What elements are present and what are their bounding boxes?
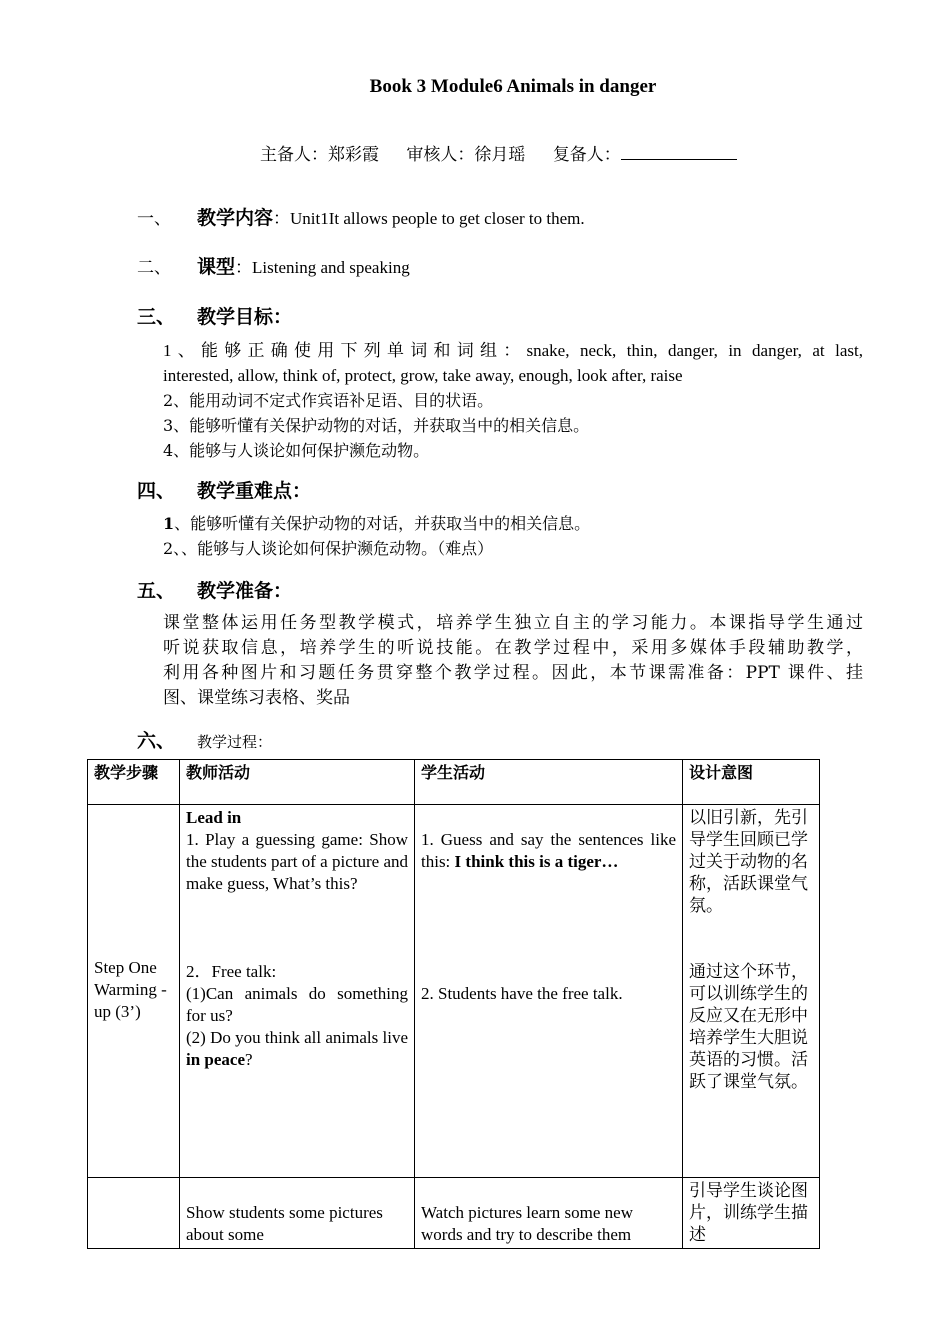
document-title: Book 3 Module6 Animals in danger (369, 76, 657, 97)
section-heading: 教学准备： (197, 580, 293, 602)
preparation-paragraph: 课堂整体运用任务型教学模式，培养学生独立自主的学习能力。本课指导学生通过 听说获取信息，培养学生的听说技能。在教学过程中，采用多媒体手段辅助教学， 利用各种图片和习题任务贯穿整个教学过程。因此，本节课需准备：PPT 课件、挂 图、课堂练习表格、奖品 (163, 613, 863, 708)
section-preparation: 五、 教学准备： (137, 580, 293, 602)
section-heading: 教学内容 (197, 207, 274, 229)
table-row (88, 1178, 820, 1249)
objectives-list (163, 338, 863, 463)
staff-line (260, 140, 781, 165)
section-content: 一、 教学内容：Unit1It allows people to get closer to them. (137, 207, 585, 229)
section-heading: 教学重难点： (197, 480, 312, 502)
reviewer: 审核人：徐月瑶 (406, 145, 526, 165)
key-point-1: 1、能够听懂有关保护动物的对话，并获取当中的相关信息。 (163, 514, 591, 533)
table-row (88, 805, 820, 1178)
section-lesson-type: 二、 课型：Listening and speaking (137, 256, 410, 278)
objective-4: 4、能够与人谈论如何保护濒危动物。 (163, 441, 430, 460)
header-step: 教学步骤 (88, 760, 180, 805)
design-cell: 以旧引新，先引导学生回顾已学过关于动物的名称，活跃课堂气氛。 通过这个环节，可以训练学生的反应又在无形中培养学生大胆说英语的习惯。活跃了课堂气氛。 (683, 805, 820, 1178)
teacher-cell: Show students some pictures about some (180, 1178, 415, 1249)
step-cell (88, 1178, 180, 1249)
process-table (87, 759, 820, 1249)
teacher-cell: Lead in 1. Play a guessing game: Show the students part of a picture and make guess, What’s this? 2．Free talk: (1)Can animals do something for us? (2) Do you think all animals live in peace? (180, 805, 415, 1178)
objective-3: 3、能够听懂有关保护动物的对话，并获取当中的相关信息。 (163, 416, 590, 435)
section-process: 六、 教学过程： (137, 730, 273, 752)
step-cell: Step One Warming -up (3’) (88, 805, 180, 1178)
key-point-2: 2、、能够与人谈论如何保护濒危动物。（难点） (163, 539, 494, 558)
section-objectives: 三、 教学目标： (137, 306, 293, 328)
section-key-points: 四、 教学重难点： (137, 480, 312, 502)
table-header-row (88, 760, 820, 805)
student-cell: 1. Guess and say the sentences like this: I think this is a tiger… 2. Students have the free talk. (415, 805, 683, 1178)
header-design: 设计意图 (683, 760, 820, 805)
backup-blank (621, 143, 737, 160)
objective-1a: 1、能够正确使用下列单词和词组：snake, neck, thin, danger, in danger, at last, (163, 341, 863, 360)
section-heading: 教学过程： (197, 733, 273, 751)
objective-1b: interested, allow, think of, protect, grow, take away, enough, look after, raise (163, 366, 683, 385)
header-student: 学生活动 (415, 760, 683, 805)
main-preparer: 主备人：郑彩霞 (260, 145, 379, 165)
header-teacher: 教师活动 (180, 760, 415, 805)
key-points-list (163, 511, 863, 561)
section-heading: 课型 (197, 256, 236, 278)
design-cell: 引导学生谈论图片，训练学生描述 (683, 1178, 820, 1249)
backup-preparer: 复备人： (553, 145, 759, 165)
section-heading: 教学目标： (197, 306, 293, 328)
objective-2: 2、能用动词不定式作宾语补足语、目的状语。 (163, 391, 494, 410)
student-cell: Watch pictures learn some new words and try to describe them (415, 1178, 683, 1249)
